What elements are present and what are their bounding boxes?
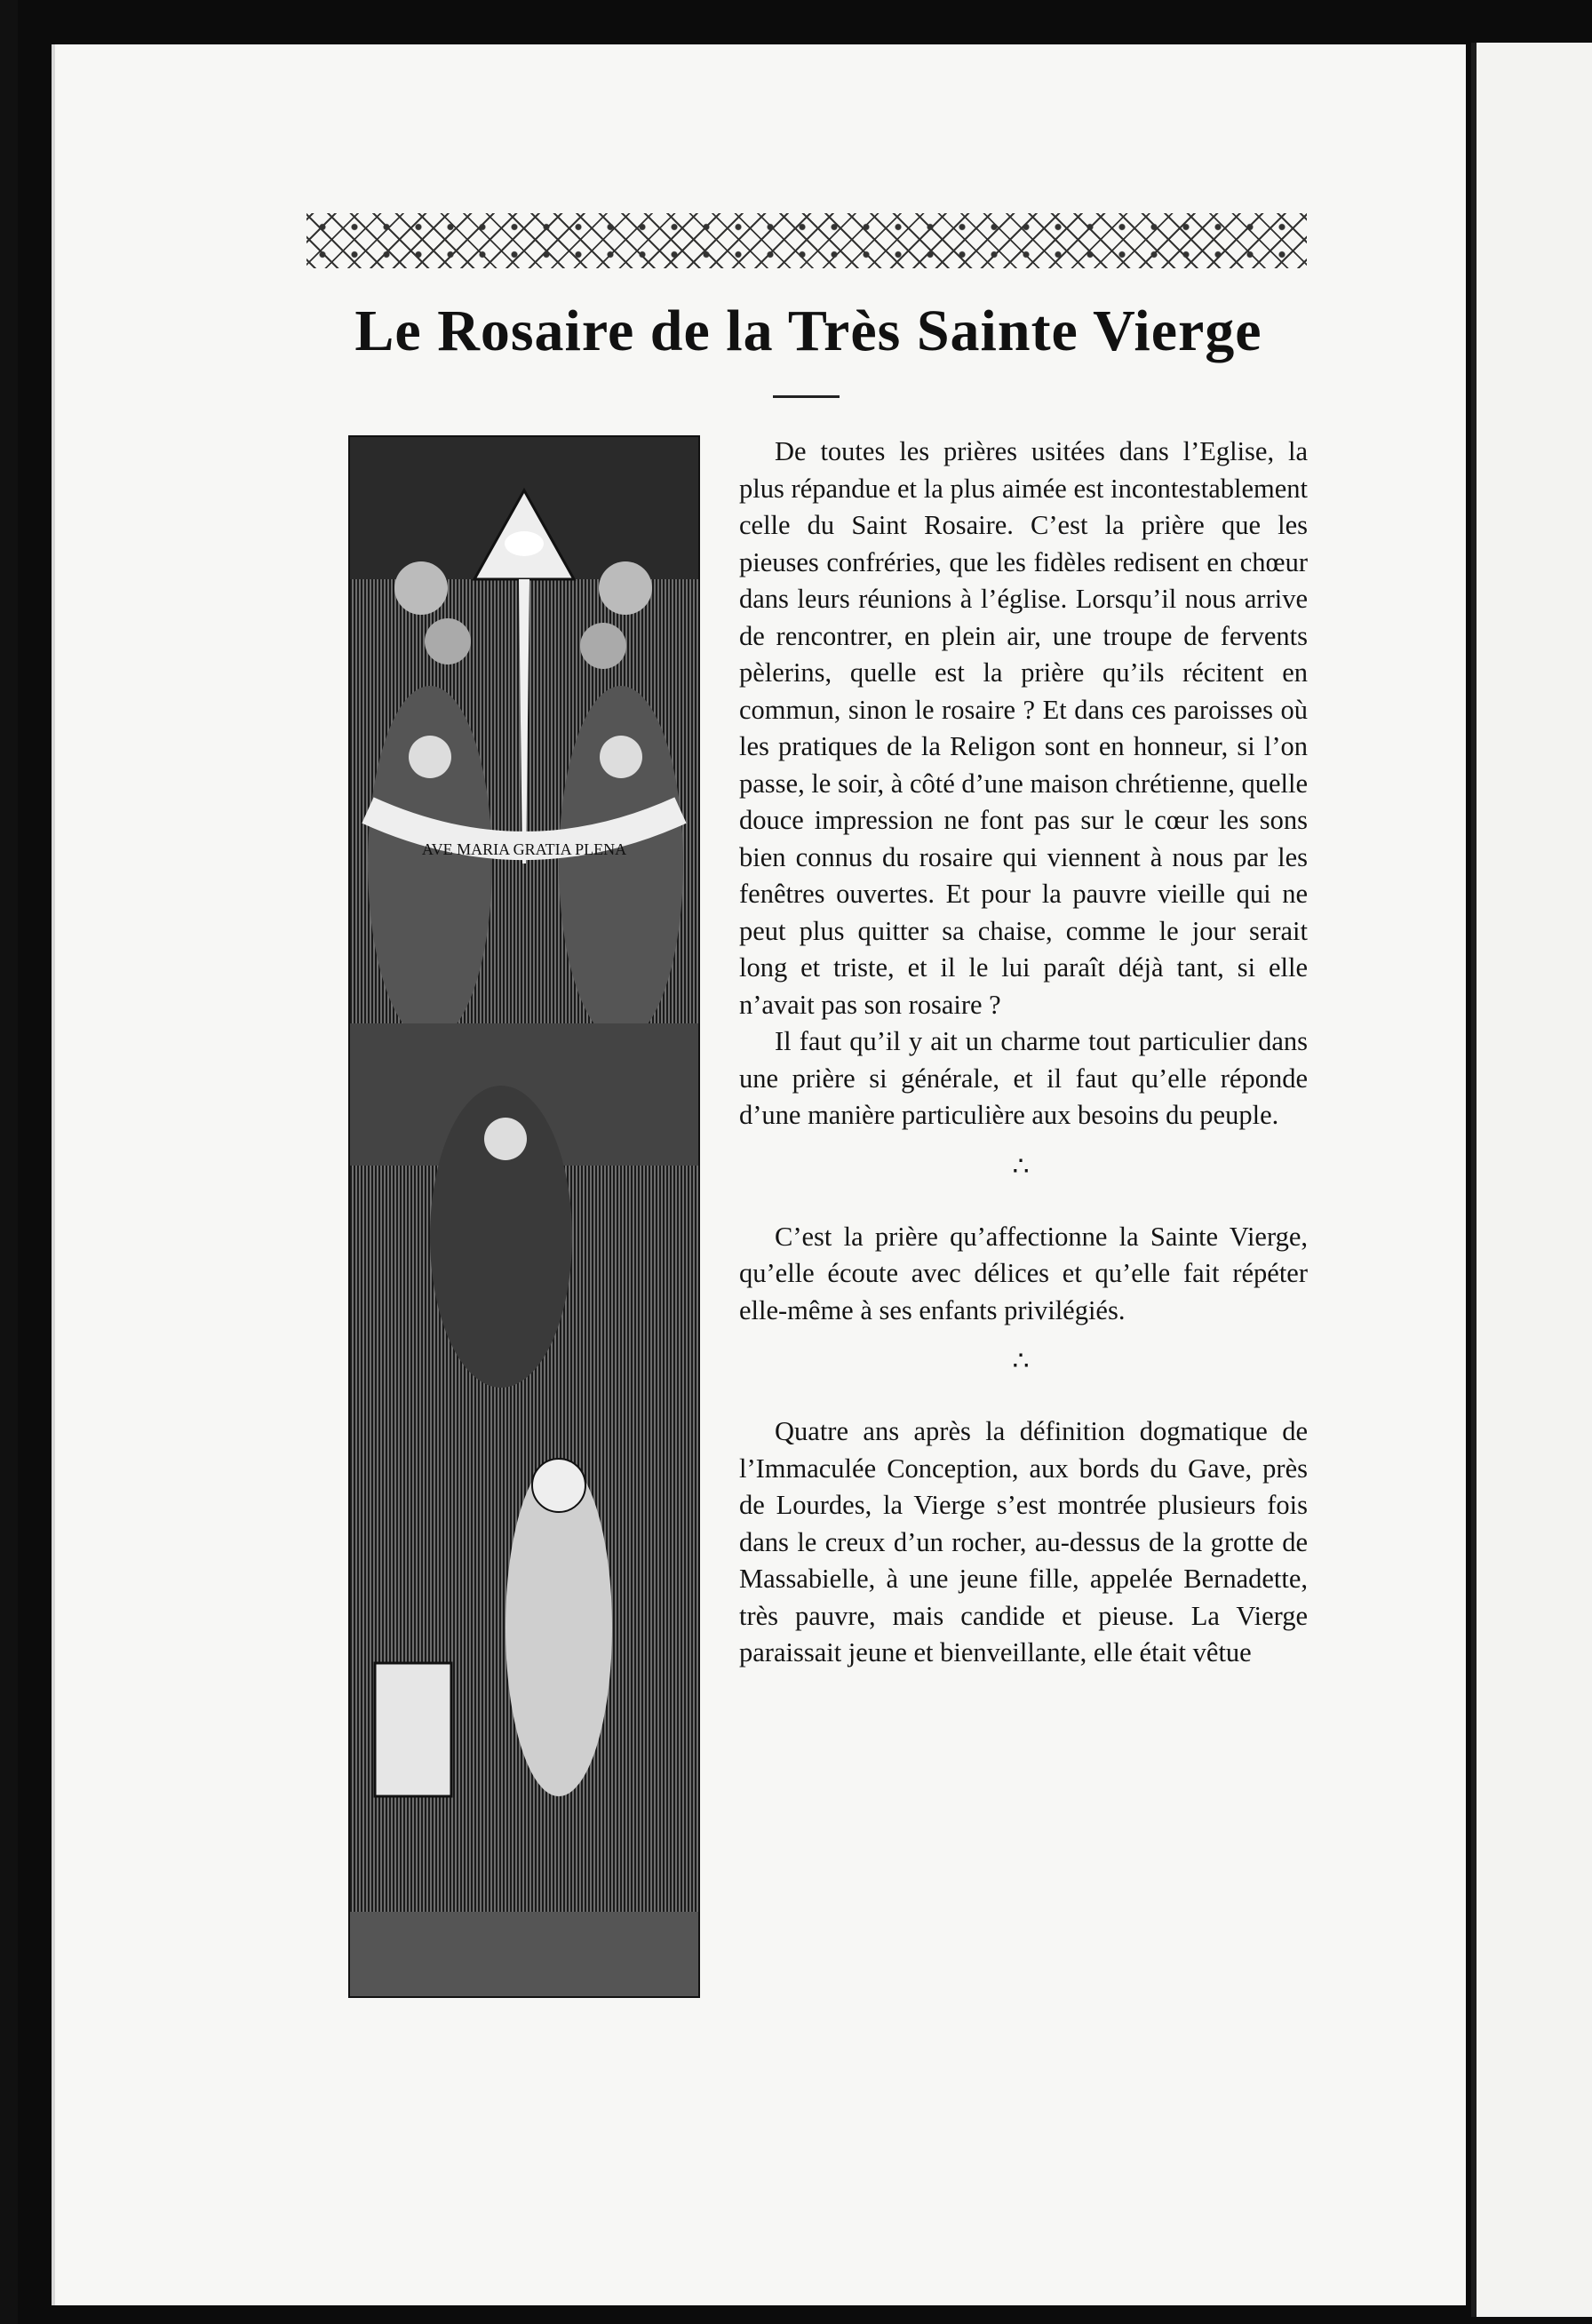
adjacent-page — [1471, 43, 1592, 2317]
dove-icon — [505, 531, 544, 556]
page-title: Le Rosaire de la Très Sainte Vierge — [354, 298, 1262, 363]
religious-engraving — [348, 435, 700, 1998]
decorative-border — [306, 213, 1307, 268]
paragraph-1: De toutes les prières usitées dans l’Eglise, la plus répandue et la plus aimée est incontestablement celle du Saint Rosaire. C’est la prière que les pieuses confréries, que les fidèles redisent en chœur dans leurs réunions à l’église. Lorsqu’il nous arrive de rencontrer, en plein air, une troupe de fervents pèlerins, quelle est la prière qu’ils récitent en commun, sinon le rosaire ? Et dans ces paroisses où les pratiques de la Religon sont en honneur, si l’on passe, le soir, à côté d’une maison chrétienne, quelle douce impression ne font pas sur le cœur les sons bien connus du rosaire qui viennent à nous par les fenêtres ouvertes. Et pour la pauvre vieille qui ne peut plus quitter sa chaise, comme le jour serait long et triste, et il le lui paraît déjà tant, si elle n’avait pas son rosaire ? — [739, 436, 1308, 1020]
section-separator: ∴ — [1012, 1151, 1035, 1182]
engraving-drawing — [350, 437, 698, 1996]
section-separator: ∴ — [1012, 1347, 1035, 1376]
svg-text:AVE MARIA GRATIA PLENA: AVE MARIA GRATIA PLENA — [421, 840, 627, 858]
paragraph-3: C’est la prière qu’affectionne la Sainte Vierge, qu’elle écoute avec délices et qu’elle fait répéter elle-même à ses enfants privilégiés. — [739, 1221, 1308, 1325]
paragraph-4: Quatre ans après la définition dogmatique de l’Immaculée Conception, aux bords du Gave, près de Lourdes, la Vierge s’est montrée plusieurs fois dans le creux d’un rocher, au-dessus de la grotte de Massabielle, à une jeune fille, appelée Bernadette, très pauvre, mais candide et pieuse. La Vierge paraissait jeune et bienveillante, elle était vêtue — [739, 1416, 1308, 1667]
scan-edge — [0, 0, 18, 2324]
article-text — [739, 434, 1308, 1672]
light-ray — [519, 579, 529, 864]
prie-dieu — [375, 1663, 451, 1796]
title-rule — [773, 395, 840, 398]
paragraph-2: Il faut qu’il y ait un charme tout particulier dans une prière si générale, et il faut qu’elle réponde d’une manière particulière aux besoins du peuple. — [739, 1026, 1308, 1130]
